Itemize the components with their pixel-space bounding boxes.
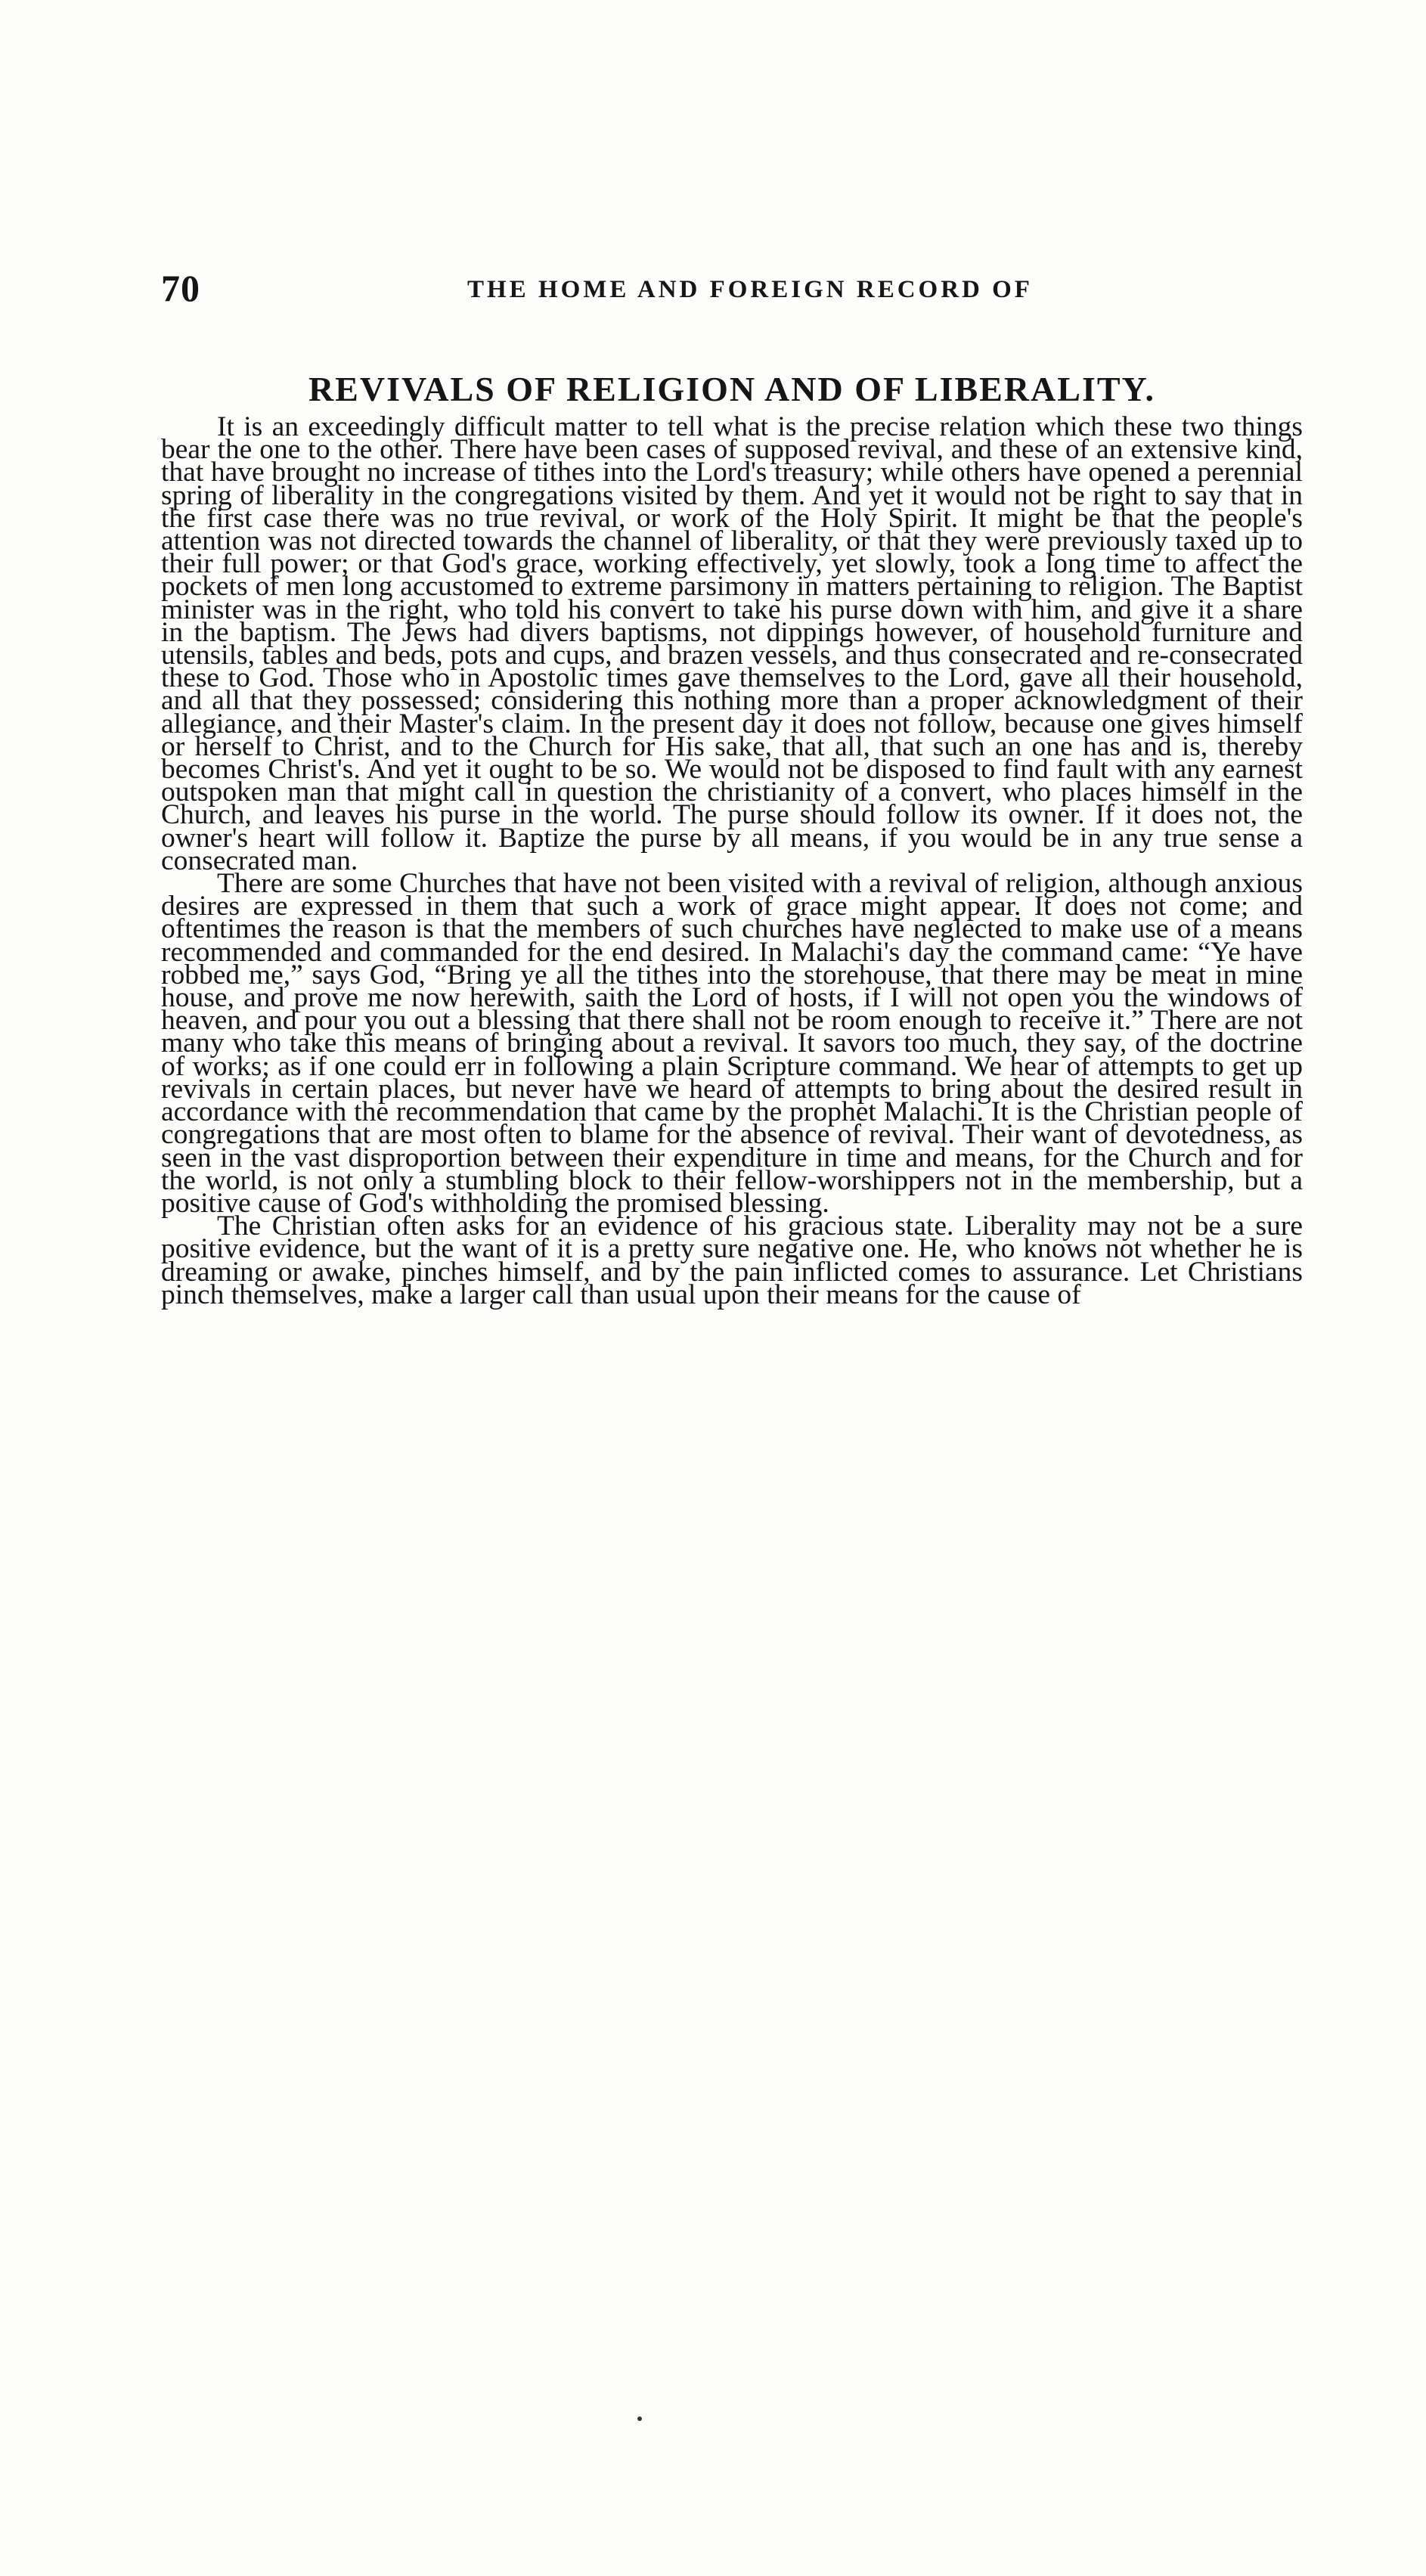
article-body <box>161 411 1303 1310</box>
paragraph-3: The Christian often asks for an evidence of his gracious state. Liberality may not be a sure positive evidence, but the want of it is a pretty sure negative one. He, who knows not whether he is dreaming or awake, pinches himself, and by the pain inflicted comes to assurance. Let Christians pinch themselves, make a larger call than usual upon their means for the cause of <box>161 1211 1303 1310</box>
article-title: REVIVALS OF RELIGION AND OF LIBERALITY. <box>308 370 1156 408</box>
paragraph-1: It is an exceedingly difficult matter to tell what is the precise relation which these two things bear the one to the other. There have been cases of supposed revival, and these of an extensive kind, that have brought no increase of tithes into the Lord's treasury; while others have opened a perennial spring of liberality in the congregations visited by them. And yet it would not be right to say that in the first case there was no true revival, or work of the Holy Spirit. It might be that the people's attention was not directed towards the channel of liberality, or that they were previously taxed up to their full power; or that God's grace, working effectively, yet slowly, took a long time to affect the pockets of men long accustomed to extreme parsimony in matters pertaining to religion. The Baptist minister was in the right, who told his convert to take his purse down with him, and give it a share in the baptism. The Jews had divers baptisms, not dippings however, of household furniture and utensils, tables and beds, pots and cups, and brazen vessels, and thus consecrated and re-consecrated these to God. Those who in Apostolic times gave themselves to the Lord, gave all their household, and all that they possessed; considering this nothing more than a proper acknowledgment of their allegiance, and their Master's claim. In the present day it does not follow, because one gives himself or herself to Christ, and to the Church for His sake, that all, that such an one has and is, thereby becomes Christ's. And yet it ought to be so. We would not be disposed to find fault with any earnest outspoken man that might call in question the christianity of a convert, who places himself in the Church, and leaves his purse in the world. The purse should follow its owner. If it does not, the owner's heart will follow it. Baptize the purse by all means, if you would be in any true sense a consecrated man. <box>161 411 1303 876</box>
page-number: 70 <box>161 267 200 309</box>
paragraph-2: There are some Churches that have not been visited with a revival of religion, although anxious desires are expressed in them that such a work of grace might appear. It does not come; and oftentimes the reason is that the members of such churches have neglected to make use of a means recommended and commanded for the end desired. In Malachi's day the command came: “Ye have robbed me,” says God, “Bring ye all the tithes into the storehouse, that there may be meat in mine house, and prove me now herewith, saith the Lord of hosts, if I will not open you the windows of heaven, and pour you out a blessing that there shall not be room enough to receive it.” There are not many who take this means of bringing about a revival. It savors too much, they say, of the doctrine of works; as if one could err in following a plain Scripture command. We hear of attempts to get up revivals in certain places, but never have we heard of attempts to bring about the desired result in accordance with the recommendation that came by the prophet Malachi. It is the Christian people of congregations that are most often to blame for the absence of revival. Their want of devotedness, as seen in the vast disproportion between their expenditure in time and means, for the Church and for the world, is not only a stumbling block to their fellow-worshippers not in the membership, but a positive cause of God's withholding the promised blessing. <box>161 868 1303 1219</box>
ink-speck <box>637 2416 642 2421</box>
journal-title: THE HOME AND FOREIGN RECORD OF <box>467 276 1033 303</box>
running-head <box>161 266 1303 319</box>
